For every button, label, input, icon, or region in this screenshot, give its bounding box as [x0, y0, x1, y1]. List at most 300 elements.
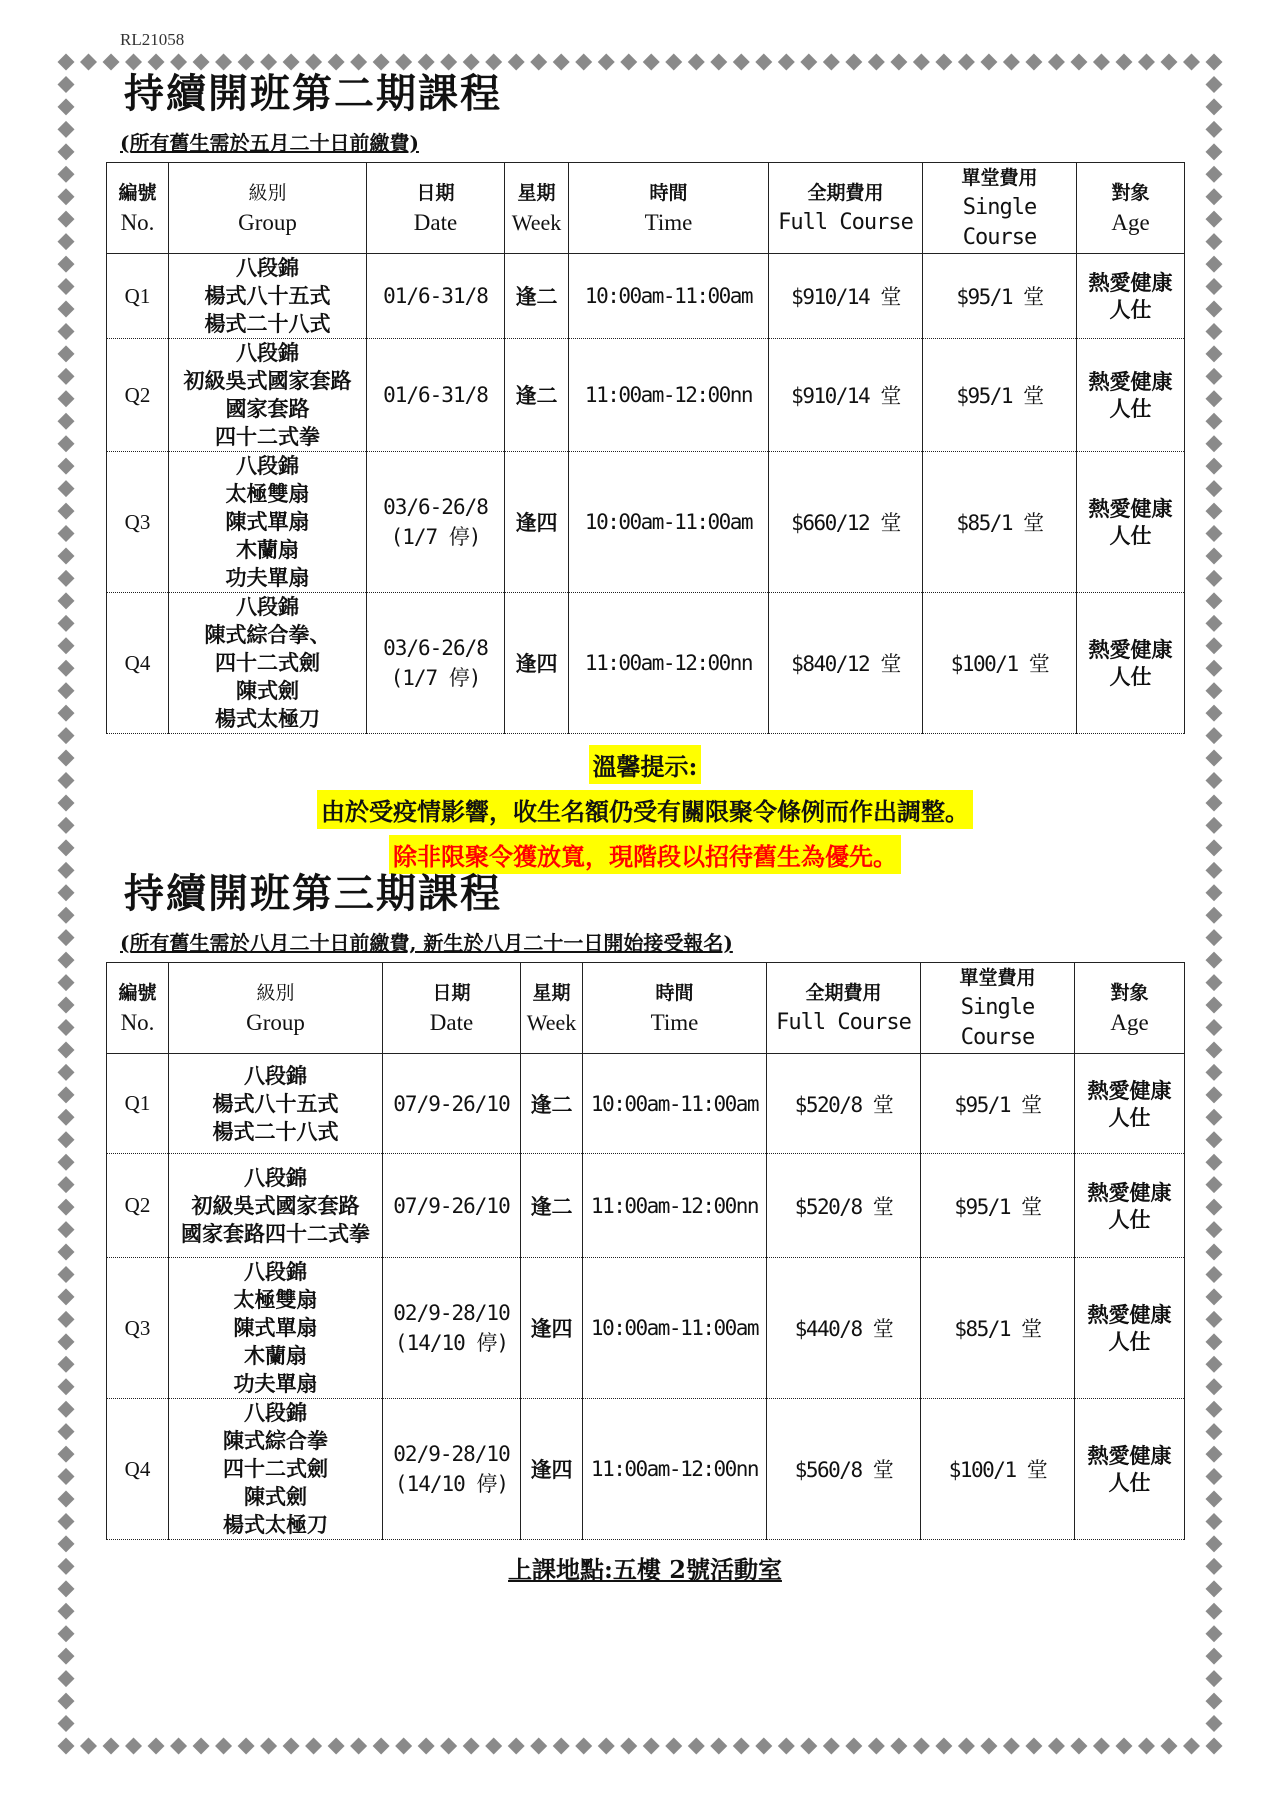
border-diamond: [1206, 233, 1223, 250]
course-group-line: 楊式八十五式: [212, 1090, 339, 1116]
border-diamond: [1206, 839, 1223, 856]
border-diamond: [58, 1131, 75, 1148]
border-diamond: [1206, 705, 1223, 722]
table-header-row: [107, 163, 1185, 254]
border-diamond: [1206, 1041, 1223, 1058]
border-diamond: [58, 1670, 75, 1687]
border-diamond: [1206, 413, 1223, 430]
course-date-line: (1/7 停): [390, 525, 481, 549]
course-group-line: 八段錦: [236, 340, 299, 365]
course-time: 10:00am-11:00am: [583, 1054, 767, 1154]
border-diamond: [1206, 660, 1223, 677]
border-diamond: [1206, 750, 1223, 767]
border-diamond: [1206, 300, 1223, 317]
course-group-line: 八段錦: [244, 1062, 307, 1088]
border-diamond: [58, 817, 75, 834]
border-diamond: [58, 1468, 75, 1485]
document-code: RL21058: [120, 30, 185, 49]
border-diamond: [1206, 1356, 1223, 1373]
border-diamond: [58, 682, 75, 699]
course-target: [1077, 254, 1185, 339]
border-diamond: [1206, 143, 1223, 160]
course-target: [1075, 1054, 1185, 1154]
border-diamond: [58, 1356, 75, 1373]
border-diamond: [1206, 592, 1223, 609]
border-diamond: [710, 1738, 727, 1755]
course-group-line: 陳式劍: [244, 1484, 307, 1509]
course-group-line: 陳式綜合拳: [223, 1428, 328, 1453]
border-diamond: [58, 323, 75, 340]
term3-payment-note: (所有舊生需於八月二十日前繳費, 新生於八月二十一日開始接受報名): [120, 931, 733, 955]
border-diamond: [1206, 637, 1223, 654]
border-diamond: [58, 368, 75, 385]
border-diamond: [58, 345, 75, 362]
course-date-line: (1/7 停): [390, 666, 481, 690]
border-diamond: [665, 1738, 682, 1755]
course-date: [383, 1399, 521, 1540]
header-full-course: 全期費用 Full Course: [767, 963, 921, 1054]
border-diamond: [58, 952, 75, 969]
border-diamond: [1206, 1468, 1223, 1485]
course-time: 10:00am-11:00am: [569, 254, 769, 339]
border-diamond: [1206, 1244, 1223, 1261]
course-target-line: 熱愛健康: [1087, 1302, 1172, 1327]
course-weekday: 逢四: [521, 1399, 583, 1540]
course-date: [383, 1258, 521, 1399]
border-diamond: [1206, 907, 1223, 924]
course-date-line: 01/6-31/8: [383, 284, 488, 308]
border-diamond: [1206, 1535, 1223, 1552]
border-diamond: [1206, 76, 1223, 93]
course-full-fee: $910/14 堂: [769, 339, 923, 452]
border-diamond: [1206, 997, 1223, 1014]
header-date: 日期 Date: [383, 963, 521, 1054]
border-diamond: [1206, 1670, 1223, 1687]
course-group-line: 八段錦: [236, 255, 299, 280]
course-date-line: 03/6-26/8: [383, 636, 488, 660]
border-diamond: [58, 1648, 75, 1665]
course-weekday: 逢四: [521, 1258, 583, 1399]
course-full-fee: $520/8 堂: [767, 1054, 921, 1154]
border-diamond: [1206, 1558, 1223, 1575]
border-diamond: [58, 390, 75, 407]
border-diamond: [1206, 458, 1223, 475]
border-diamond: [1206, 345, 1223, 362]
course-group-line: 木蘭扇: [244, 1343, 307, 1368]
notice-line-1: 由於受疫情影響，收生名額仍受有關限聚令條例而作出調整。: [317, 790, 973, 829]
term3-title: 持續開班第三期課程: [124, 870, 502, 917]
border-diamond: [58, 1019, 75, 1036]
course-group-line: 八段錦: [236, 594, 299, 619]
border-diamond: [1206, 1154, 1223, 1171]
course-full-fee: $560/8 堂: [767, 1399, 921, 1540]
course-group-line: 楊式二十八式: [204, 311, 331, 336]
course-group-line: 木蘭扇: [236, 537, 299, 562]
border-diamond: [58, 458, 75, 475]
border-diamond: [260, 1738, 277, 1755]
course-date-line: 02/9-28/10: [393, 1442, 510, 1466]
table-row: [107, 1399, 1185, 1540]
course-target-line: 人仕: [1108, 1104, 1151, 1130]
border-diamond: [58, 750, 75, 767]
course-time: 10:00am-11:00am: [569, 452, 769, 593]
border-diamond: [58, 1513, 75, 1530]
border-diamond: [1206, 1064, 1223, 1081]
term3-schedule-table: [106, 962, 1185, 1540]
course-number: Q2: [107, 339, 169, 452]
border-diamond: [58, 1288, 75, 1305]
border-diamond: [1206, 256, 1223, 273]
border-diamond: [58, 98, 75, 115]
border-diamond: [58, 278, 75, 295]
border-diamond: [58, 1603, 75, 1620]
border-diamond: [1138, 1738, 1155, 1755]
course-date: [367, 339, 505, 452]
course-group-line: 楊式八十五式: [204, 283, 331, 308]
border-diamond: [1206, 1199, 1223, 1216]
border-diamond: [58, 300, 75, 317]
border-diamond: [823, 1738, 840, 1755]
course-group-line: 陳式綜合拳、: [204, 622, 331, 647]
term2-title: 持續開班第二期課程: [124, 70, 502, 117]
border-diamond: [58, 1401, 75, 1418]
border-diamond: [58, 1064, 75, 1081]
border-diamond: [58, 1625, 75, 1642]
course-date-line: 01/6-31/8: [383, 383, 488, 407]
border-diamond: [58, 435, 75, 452]
border-diamond: [1206, 1109, 1223, 1126]
border-diamond: [58, 480, 75, 497]
course-time: 11:00am-12:00nn: [583, 1399, 767, 1540]
course-full-fee: $660/12 堂: [769, 452, 923, 593]
border-diamond: [58, 1266, 75, 1283]
course-single-fee: $95/1 堂: [921, 1054, 1075, 1154]
course-group-line: 四十二式劍: [215, 650, 320, 675]
border-diamond: [418, 1738, 435, 1755]
border-diamond: [1206, 547, 1223, 564]
table-row: [107, 452, 1185, 593]
border-diamond: [1206, 1378, 1223, 1395]
course-date: [367, 452, 505, 593]
border-diamond: [58, 592, 75, 609]
header-age: 對象 Age: [1075, 963, 1185, 1054]
border-diamond: [58, 413, 75, 430]
course-group: [169, 593, 367, 734]
table-row: [107, 593, 1185, 734]
course-weekday: 逢二: [521, 1154, 583, 1258]
course-weekday: 逢二: [521, 1054, 583, 1154]
course-single-fee: $95/1 堂: [923, 254, 1077, 339]
course-target-line: 人仕: [1109, 523, 1152, 548]
course-group-line: 八段錦: [236, 453, 299, 478]
course-group-line: 八段錦: [244, 1400, 307, 1425]
table-row: [107, 339, 1185, 452]
border-diamond: [1206, 952, 1223, 969]
course-group-line: 楊式太極刀: [223, 1512, 328, 1537]
border-diamond: [58, 997, 75, 1014]
border-diamond: [1206, 727, 1223, 744]
border-diamond: [58, 615, 75, 632]
course-target-line: 熱愛健康: [1088, 637, 1173, 662]
course-date-line: (14/10 停): [394, 1472, 509, 1496]
border-diamond: [1206, 1580, 1223, 1597]
border-diamond: [1206, 1625, 1223, 1642]
border-diamond: [58, 1221, 75, 1238]
border-diamond: [1206, 1401, 1223, 1418]
border-diamond: [58, 772, 75, 789]
border-diamond: [1206, 1513, 1223, 1530]
border-diamond: [1206, 884, 1223, 901]
course-group-line: 太極雙扇: [225, 481, 310, 506]
border-diamond: [58, 637, 75, 654]
course-single-fee: $100/1 堂: [923, 593, 1077, 734]
border-diamond: [643, 1738, 660, 1755]
border-diamond: [395, 1738, 412, 1755]
border-diamond: [1206, 211, 1223, 228]
border-diamond: [1206, 682, 1223, 699]
course-date-line: 07/9-26/10: [393, 1193, 510, 1218]
course-date: [367, 254, 505, 339]
course-group-line: 八段錦: [244, 1259, 307, 1284]
border-diamond: [58, 1311, 75, 1328]
border-diamond: [1115, 1738, 1132, 1755]
border-diamond: [485, 1738, 502, 1755]
border-diamond: [1206, 1019, 1223, 1036]
header-date: 日期 Date: [367, 163, 505, 254]
border-diamond: [1206, 368, 1223, 385]
term2-schedule-table: [106, 162, 1185, 734]
notice-heading: 溫馨提示:: [589, 745, 702, 784]
course-group-line: 初級吳式國家套路: [191, 1192, 360, 1218]
border-diamond: [58, 1199, 75, 1216]
border-diamond: [688, 1738, 705, 1755]
course-full-fee: $840/12 堂: [769, 593, 923, 734]
border-diamond: [58, 1244, 75, 1261]
border-diamond: [1206, 1131, 1223, 1148]
header-single-course: 單堂費用 Single Course: [923, 163, 1077, 254]
course-full-fee: $440/8 堂: [767, 1258, 921, 1399]
border-diamond: [1206, 974, 1223, 991]
border-diamond: [58, 188, 75, 205]
term2-section: [106, 62, 1184, 877]
course-group-line: 四十二式拳: [215, 424, 320, 449]
border-diamond: [58, 705, 75, 722]
border-diamond: [1206, 817, 1223, 834]
course-group: [169, 1399, 383, 1540]
course-date: [383, 1054, 521, 1154]
border-diamond: [58, 503, 75, 520]
border-diamond: [58, 166, 75, 183]
border-diamond: [58, 1491, 75, 1508]
border-diamond: [575, 1738, 592, 1755]
border-diamond: [868, 1738, 885, 1755]
header-age: 對象 Age: [1077, 163, 1185, 254]
border-diamond: [1093, 1738, 1110, 1755]
border-diamond: [58, 884, 75, 901]
border-diamond: [58, 256, 75, 273]
border-diamond: [1206, 323, 1223, 340]
course-group-line: 功夫單扇: [225, 565, 310, 590]
header-week: 星期 Week: [505, 163, 569, 254]
border-diamond: [1025, 1738, 1042, 1755]
border-diamond: [1160, 1738, 1177, 1755]
border-diamond: [530, 1738, 547, 1755]
border-diamond: [125, 1738, 142, 1755]
border-diamond: [58, 547, 75, 564]
course-weekday: 逢四: [505, 593, 569, 734]
header-no: 編號 No.: [107, 163, 169, 254]
course-date-line: 03/6-26/8: [383, 495, 488, 519]
border-diamond: [58, 143, 75, 160]
course-single-fee: $100/1 堂: [921, 1399, 1075, 1540]
course-group-line: 楊式二十八式: [212, 1118, 339, 1144]
course-time: 11:00am-12:00nn: [583, 1154, 767, 1258]
course-weekday: 逢二: [505, 339, 569, 452]
border-diamond: [58, 907, 75, 924]
course-target: [1075, 1154, 1185, 1258]
border-diamond: [193, 1738, 210, 1755]
course-target-line: 人仕: [1109, 396, 1152, 421]
header-full-course: 全期費用 Full Course: [769, 163, 923, 254]
course-group: [169, 339, 367, 452]
course-group-line: 功夫單扇: [233, 1371, 318, 1396]
header-single-course: 單堂費用 Single Course: [921, 963, 1075, 1054]
table-row: [107, 1258, 1185, 1399]
course-group-line: 太極雙扇: [233, 1287, 318, 1312]
border-diamond: [1206, 1266, 1223, 1283]
border-diamond: [778, 1738, 795, 1755]
course-group: [169, 1054, 383, 1154]
border-diamond: [1206, 1288, 1223, 1305]
course-group-line: 四十二式劍: [223, 1456, 328, 1481]
border-diamond: [980, 1738, 997, 1755]
border-diamond: [463, 1738, 480, 1755]
border-diamond: [1206, 1648, 1223, 1665]
table-row: [107, 1154, 1185, 1258]
border-diamond: [58, 54, 75, 71]
border-diamond: [58, 1086, 75, 1103]
border-diamond: [1206, 794, 1223, 811]
course-number: Q3: [107, 1258, 169, 1399]
border-diamond: [58, 1446, 75, 1463]
border-diamond: [1206, 98, 1223, 115]
course-target-line: 人仕: [1108, 1206, 1151, 1232]
course-full-fee: $520/8 堂: [767, 1154, 921, 1258]
border-diamond: [58, 660, 75, 677]
border-diamond: [1206, 570, 1223, 587]
border-diamond: [103, 1738, 120, 1755]
border-diamond: [58, 1580, 75, 1597]
term3-section: [106, 862, 1184, 1585]
course-number: Q1: [107, 1054, 169, 1154]
border-diamond: [58, 1558, 75, 1575]
border-diamond: [58, 1154, 75, 1171]
border-diamond: [1206, 54, 1223, 71]
border-diamond: [1206, 1311, 1223, 1328]
course-date-line: 07/9-26/10: [393, 1091, 510, 1116]
border-diamond: [1183, 1738, 1200, 1755]
border-diamond: [958, 1738, 975, 1755]
course-number: Q2: [107, 1154, 169, 1258]
notice-box: [106, 742, 1184, 877]
course-single-fee: $85/1 堂: [921, 1258, 1075, 1399]
border-diamond: [1206, 772, 1223, 789]
border-diamond: [1206, 929, 1223, 946]
header-week: 星期 Week: [521, 963, 583, 1054]
course-single-fee: $85/1 堂: [923, 452, 1077, 593]
border-diamond: [58, 727, 75, 744]
course-single-fee: $95/1 堂: [923, 339, 1077, 452]
course-date: [383, 1154, 521, 1258]
border-diamond: [1206, 166, 1223, 183]
border-diamond: [170, 1738, 187, 1755]
term2-table-body: [107, 254, 1185, 734]
border-diamond: [238, 1738, 255, 1755]
border-diamond: [935, 1738, 952, 1755]
border-diamond: [845, 1738, 862, 1755]
border-diamond: [373, 1738, 390, 1755]
border-diamond: [508, 1738, 525, 1755]
border-diamond: [1206, 188, 1223, 205]
border-diamond: [1206, 1446, 1223, 1463]
course-target: [1075, 1258, 1185, 1399]
border-diamond: [1206, 1603, 1223, 1620]
venue-location: 上課地點:五樓 2號活動室: [508, 1555, 782, 1584]
course-number: Q1: [107, 254, 169, 339]
border-diamond: [305, 1738, 322, 1755]
border-diamond: [1206, 278, 1223, 295]
border-diamond: [58, 1333, 75, 1350]
course-target: [1077, 452, 1185, 593]
header-time: 時間 Time: [583, 963, 767, 1054]
course-target-line: 人仕: [1108, 1329, 1151, 1354]
border-diamond: [553, 1738, 570, 1755]
header-group: 級別 Group: [169, 163, 367, 254]
course-date-line: 02/9-28/10: [393, 1301, 510, 1325]
border-diamond: [1206, 1715, 1223, 1732]
border-diamond: [1206, 1333, 1223, 1350]
border-diamond: [1206, 1693, 1223, 1710]
course-number: Q4: [107, 593, 169, 734]
table-header-row: [107, 963, 1185, 1054]
border-diamond: [440, 1738, 457, 1755]
border-diamond: [58, 121, 75, 138]
course-date: [367, 593, 505, 734]
course-target-line: 人仕: [1109, 297, 1152, 322]
border-diamond: [733, 1738, 750, 1755]
border-diamond: [58, 1109, 75, 1126]
course-group: [169, 254, 367, 339]
border-diamond: [58, 1041, 75, 1058]
course-target-line: 熱愛健康: [1087, 1443, 1172, 1468]
border-diamond: [1206, 435, 1223, 452]
border-diamond: [58, 1535, 75, 1552]
course-group-line: 陳式劍: [236, 678, 299, 703]
border-diamond: [890, 1738, 907, 1755]
course-time: 11:00am-12:00nn: [569, 339, 769, 452]
border-diamond: [58, 862, 75, 879]
table-row: [107, 254, 1185, 339]
border-diamond: [58, 525, 75, 542]
course-date-line: (14/10 停): [394, 1331, 509, 1355]
border-diamond: [1206, 1491, 1223, 1508]
border-diamond: [58, 1693, 75, 1710]
header-time: 時間 Time: [569, 163, 769, 254]
course-target-line: 熱愛健康: [1087, 1179, 1172, 1205]
border-diamond: [1206, 480, 1223, 497]
border-diamond: [1206, 390, 1223, 407]
border-diamond: [1206, 615, 1223, 632]
